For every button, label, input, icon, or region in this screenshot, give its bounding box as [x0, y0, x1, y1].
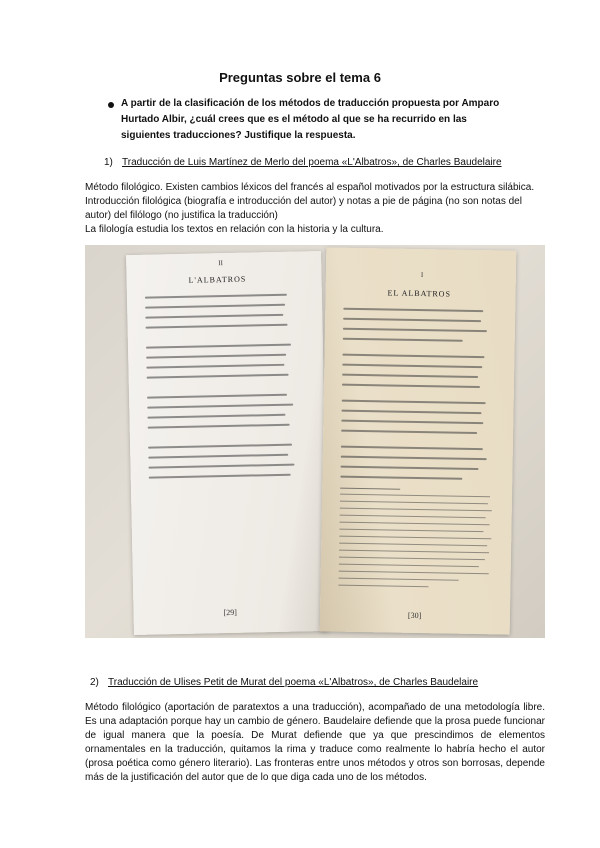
right-page-text-line: [340, 476, 462, 480]
section-2-header: [90, 676, 478, 690]
left-page-text-line: [145, 314, 283, 319]
section-2-answer: [85, 701, 545, 785]
right-page-text-line: [341, 466, 479, 470]
left-page-text-line: [149, 474, 291, 479]
footnote-line: [340, 501, 488, 505]
left-page-roman: II: [218, 259, 223, 268]
book-left-page: [126, 251, 329, 635]
bullet-icon: [108, 102, 114, 108]
left-page-text-line: [147, 394, 287, 399]
left-page-text-line: [148, 444, 292, 449]
right-page-text-line: [342, 384, 480, 388]
footnote-line: [339, 557, 485, 561]
footnote-line: [339, 550, 489, 554]
right-page-text-line: [342, 410, 482, 414]
footnote-line: [338, 585, 428, 588]
right-page-text-line: [343, 308, 483, 312]
section-1-number: 1): [104, 157, 113, 168]
footnote-line: [339, 571, 489, 575]
footnote-line: [340, 508, 492, 512]
left-page-text-line: [148, 464, 294, 469]
right-page-roman: I: [420, 271, 424, 280]
right-page-title: EL ALBATROS: [387, 288, 452, 299]
left-page-text-line: [146, 354, 286, 359]
section-2-number: 2): [90, 677, 99, 688]
section-2-heading: Traducción de Ulises Petit de Murat del poema «L'Albatros», de Charles Baudelaire: [108, 677, 479, 688]
left-page-text-line: [147, 374, 289, 379]
right-page-text-line: [342, 354, 484, 358]
left-page-number: [29]: [223, 607, 237, 618]
page-title: Preguntas sobre el tema 6: [219, 70, 381, 85]
right-page-number: [30]: [407, 610, 422, 621]
right-page-text-line: [341, 456, 487, 461]
right-page-text-line: [341, 430, 477, 434]
footnote-line: [340, 522, 490, 526]
left-page-text-line: [148, 454, 288, 459]
right-page-text-line: [341, 446, 483, 450]
section-1-answer: [85, 181, 545, 237]
left-page-text-line: [146, 364, 284, 369]
right-page-text-line: [342, 400, 486, 405]
left-page-text-line: [147, 404, 293, 409]
right-page-text-line: [343, 338, 463, 342]
left-page-text-line: [147, 414, 285, 419]
section-2-answer-text: Método filológico (aportación de paratextos a una traducción), acompañado de una metodología libre. Es una adaptación porque hay un cambio de género. Baudelaire defiende que la prosa puede funcionar de igual manera que la poesía. De Murat defiende que ya que prescindimos de elementos ornamentales en la traducción, quitamos la rima y traduce como realmente lo habría hecho el autor (prosa poética como género literario). Las fronteras entre unos métodos y otros son borrosas, depende más de la justificación del autor que de lo que diga cada uno de los métodos.: [85, 702, 545, 783]
right-page-text-line: [343, 318, 481, 322]
book-photo: [85, 245, 545, 638]
left-page-text-line: [145, 304, 285, 309]
left-page-title: L'ALBATROS: [188, 274, 247, 285]
footnote-line: [339, 536, 491, 540]
left-page-text-line: [146, 344, 291, 349]
left-page-text-line: [146, 324, 288, 329]
section-1-answer-line-3: La filología estudia los textos en relación con la historia y la cultura.: [85, 224, 384, 235]
right-page-text-line: [343, 328, 487, 333]
left-page-text-line: [145, 294, 287, 299]
footnote-line: [340, 494, 490, 498]
section-1-answer-line-1: Método filológico. Existen cambios léxicos del francés al español motivados por la estructura silábica.: [85, 182, 535, 193]
section-1-answer-line-2: Introducción filológica (biografía e introducción del autor) y notas a pie de página (no son notas del autor) del filólogo (no justifica la traducción): [85, 196, 522, 221]
section-1-heading: Traducción de Luis Martínez de Merlo del poema «L'Albatros», de Charles Baudelaire: [122, 157, 502, 168]
question-text: A partir de la clasificación de los métodos de traducción propuesta por Amparo Hurtado Albir, ¿cuál crees que es el método al que se ha recurrido en las siguientes traducciones? Justifique la respuesta.: [121, 98, 500, 141]
right-page-text-line: [342, 364, 482, 368]
footnote-line: [339, 564, 479, 567]
section-1-header: [104, 156, 502, 170]
footnote-line: [340, 515, 486, 519]
left-page-text-line: [148, 424, 290, 429]
footnote-rule: [340, 488, 400, 490]
book-right-page: [320, 247, 517, 634]
footnote-line: [339, 543, 487, 547]
footnote-line: [339, 529, 483, 533]
right-page-text-line: [342, 374, 478, 378]
footnote-line: [339, 578, 459, 581]
right-page-text-line: [341, 420, 483, 424]
